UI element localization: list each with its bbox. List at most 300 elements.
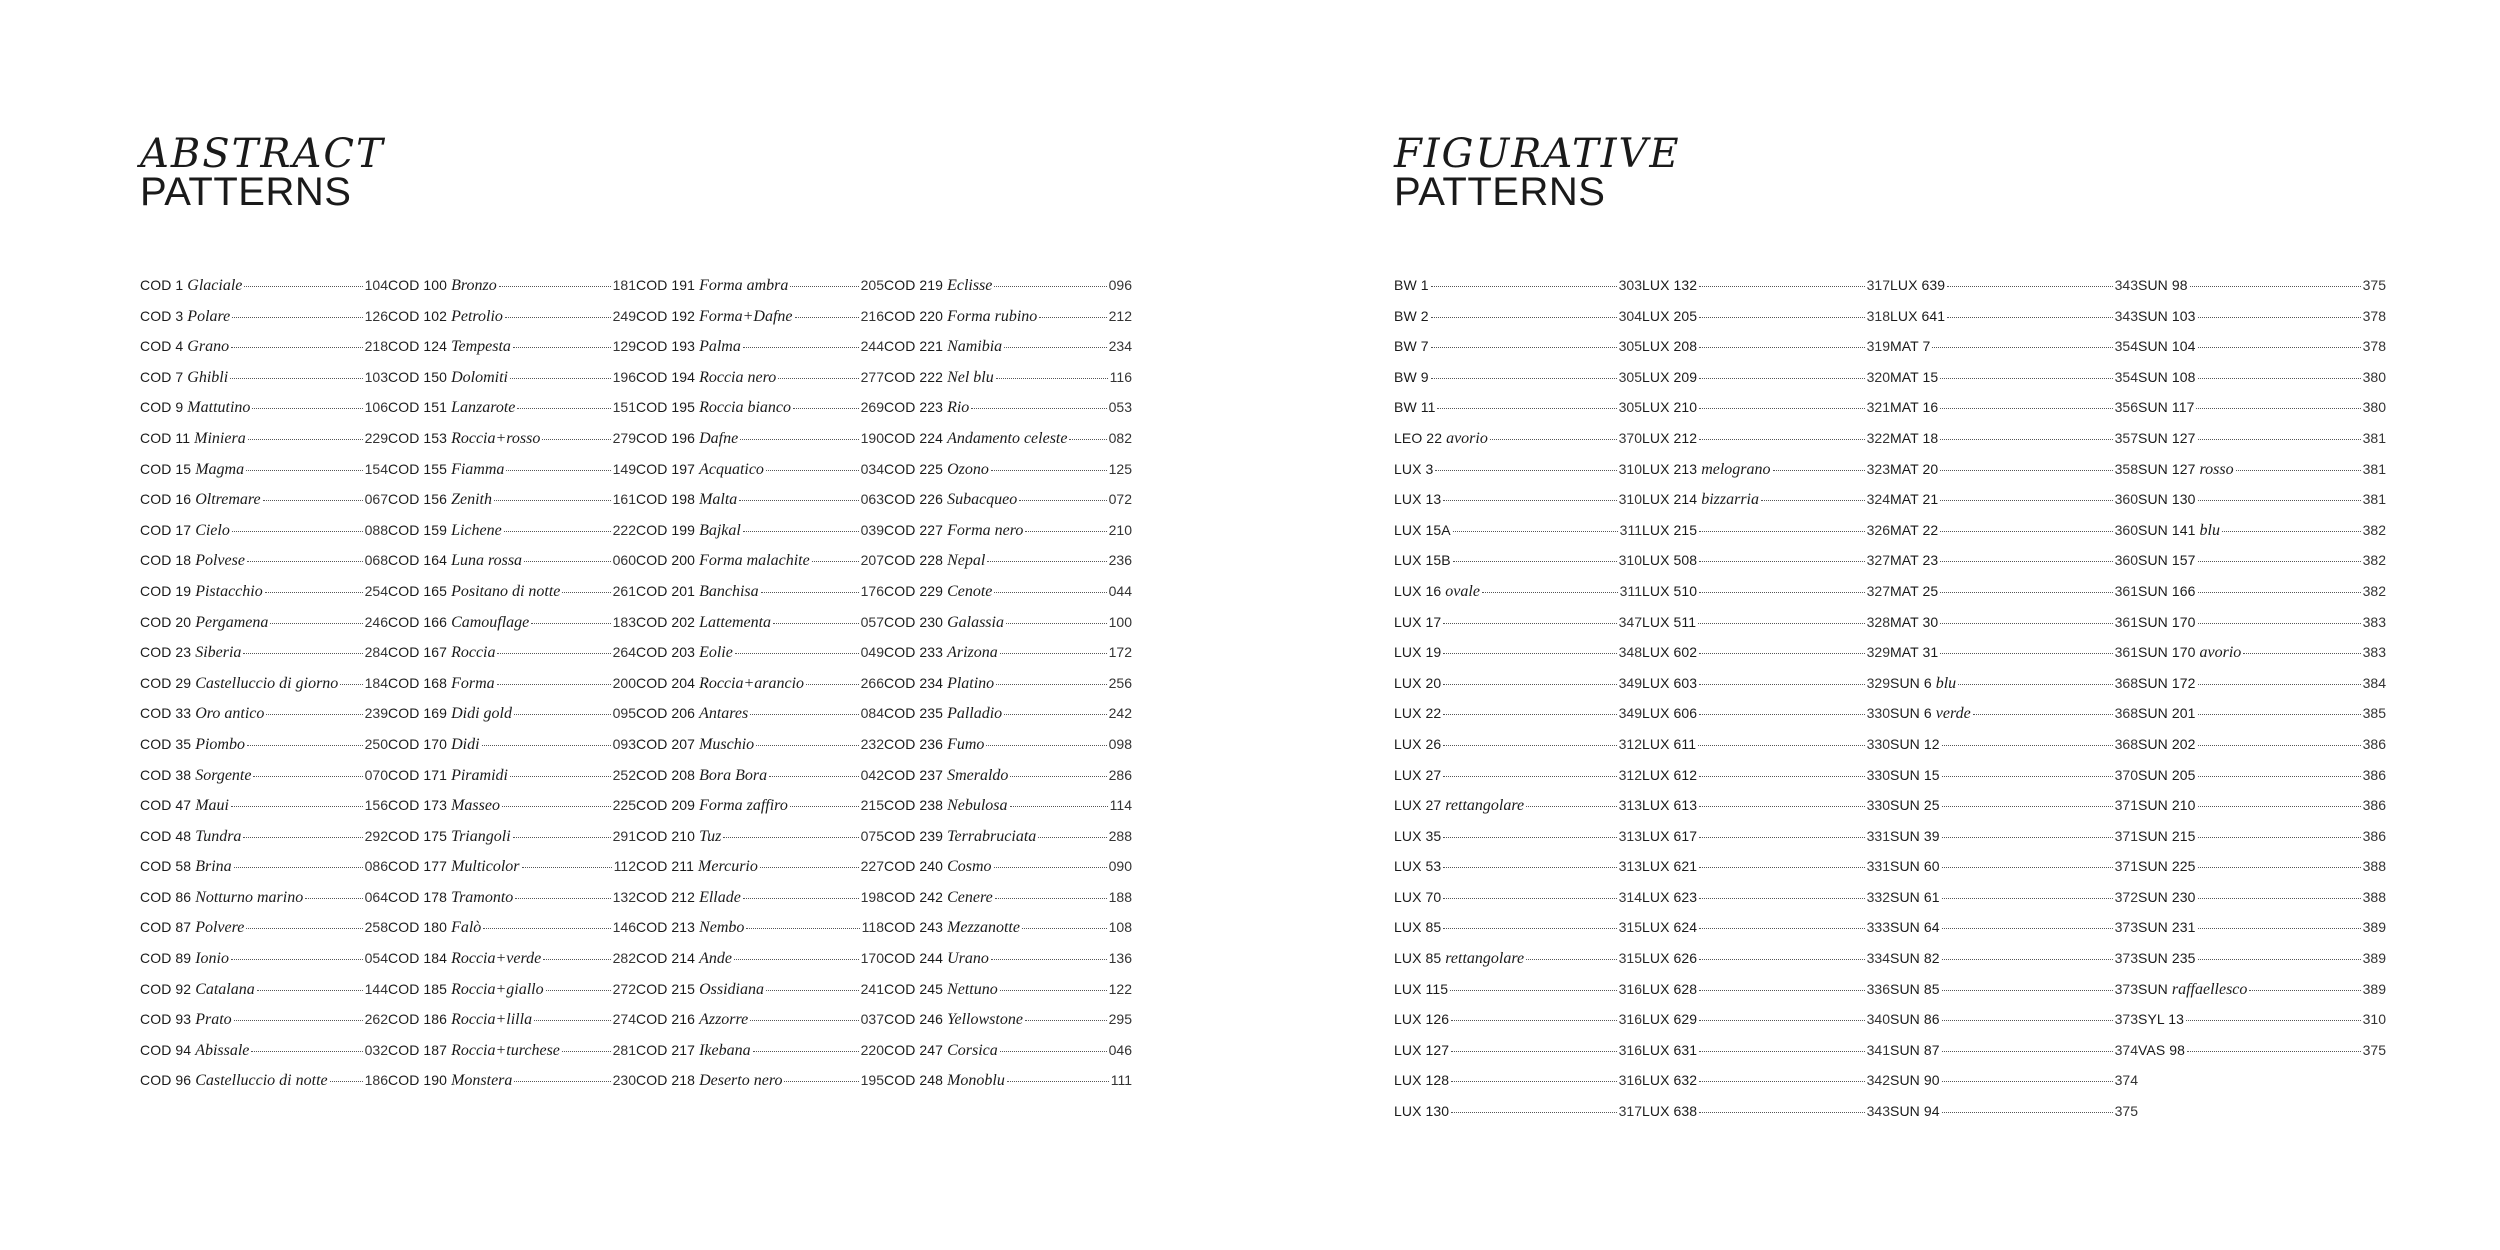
figurative-patterns-section [1394, 131, 2386, 1120]
pattern-code: COD 235 [884, 705, 944, 722]
index-entry [636, 308, 884, 339]
pattern-name: Pergamena [195, 613, 269, 631]
page-number: 305 [1618, 338, 1642, 355]
dot-leader [1942, 1112, 2113, 1113]
dot-leader [1973, 714, 2113, 715]
page-number: 220 [860, 1041, 884, 1058]
dot-leader [1699, 990, 1864, 991]
dot-leader [1443, 928, 1616, 929]
index-entry [140, 522, 388, 553]
page-number: 151 [612, 399, 636, 416]
dot-leader [1942, 806, 2113, 807]
pattern-code: LUX 15A [1394, 521, 1451, 538]
pattern-code: COD 86 [140, 888, 192, 905]
pattern-code: LUX 209 [1642, 368, 1698, 385]
dot-leader [778, 378, 858, 379]
dot-leader [253, 776, 362, 777]
dot-leader [994, 867, 1107, 868]
dot-leader [750, 1020, 858, 1021]
page-number: 386 [2362, 735, 2386, 752]
pattern-name: Polare [187, 307, 231, 325]
page-number: 311 [1619, 521, 1642, 538]
pattern-code: SUN 235 [2138, 950, 2196, 967]
index-entry [1642, 399, 1890, 430]
index-entry [2138, 430, 2386, 461]
index-entry [140, 797, 388, 828]
page-number: 373 [2114, 1011, 2138, 1028]
index-entry [388, 675, 636, 706]
page-number: 295 [1108, 1011, 1132, 1028]
dot-leader [305, 898, 362, 899]
page-number: 327 [1866, 552, 1890, 569]
dot-leader [1431, 347, 1617, 348]
page-number: 360 [2114, 521, 2138, 538]
pattern-code: COD 196 [636, 429, 696, 446]
page-number: 316 [1618, 1011, 1642, 1028]
index-entry [884, 308, 1132, 339]
index-entry [1642, 277, 1890, 308]
dot-leader [522, 867, 612, 868]
pattern-name: Piombo [195, 735, 245, 753]
dot-leader [1443, 500, 1616, 501]
pattern-code: COD 214 [636, 950, 696, 967]
dot-leader [513, 837, 611, 838]
abstract-column [636, 277, 884, 1103]
dot-leader [1000, 990, 1107, 991]
pattern-code: MAT 31 [1890, 644, 1939, 661]
dot-leader [505, 317, 611, 318]
pattern-code: COD 187 [388, 1041, 448, 1058]
pattern-name: Urano [947, 950, 989, 968]
dot-leader [506, 470, 610, 471]
page-number: 274 [612, 1011, 636, 1028]
index-entry [884, 583, 1132, 614]
pattern-code: LUX 617 [1642, 827, 1698, 844]
page-number: 313 [1618, 797, 1642, 814]
index-entry [1394, 277, 1642, 308]
pattern-name: Oro antico [195, 705, 265, 723]
pattern-code: COD 230 [884, 613, 944, 630]
pattern-name: verde [1935, 705, 1971, 723]
page-number: 103 [364, 368, 388, 385]
index-entry [1890, 399, 2138, 430]
pattern-code: LUX 632 [1642, 1072, 1698, 1089]
dot-leader [531, 623, 610, 624]
index-entry [636, 858, 884, 889]
dot-leader [1006, 623, 1107, 624]
page-number: 368 [2114, 674, 2138, 691]
dot-leader [2198, 347, 2361, 348]
pattern-name: Miniera [194, 429, 246, 447]
index-entry [388, 736, 636, 767]
index-entry [1642, 919, 1890, 950]
pattern-code: LUX 623 [1642, 888, 1698, 905]
pattern-name: Mezzanotte [947, 919, 1020, 937]
page-number: 250 [364, 735, 388, 752]
index-entry [2138, 950, 2386, 981]
pattern-code: SUN 127 [2138, 460, 2196, 477]
page-number: 319 [1866, 338, 1890, 355]
pattern-code: COD 236 [884, 735, 944, 752]
dot-leader [232, 531, 363, 532]
pattern-code: SUN 6 [1890, 674, 1932, 691]
page-number: 371 [2114, 827, 2138, 844]
dot-leader [743, 531, 859, 532]
pattern-code: COD 92 [140, 980, 192, 997]
pattern-code: COD 217 [636, 1041, 696, 1058]
index-entry [884, 889, 1132, 920]
page-number: 330 [1866, 735, 1890, 752]
pattern-name: raffaellesco [2171, 980, 2248, 998]
page-number: 349 [1618, 705, 1642, 722]
page-number: 380 [2362, 368, 2386, 385]
pattern-code: LUX 20 [1394, 674, 1442, 691]
dot-leader [248, 439, 363, 440]
page-number: 054 [364, 950, 388, 967]
pattern-name: Fumo [947, 735, 985, 753]
pattern-code: LUX 611 [1642, 735, 1697, 752]
page-number: 371 [2114, 858, 2138, 875]
dot-leader [1526, 806, 1617, 807]
pattern-name: Ghibli [187, 368, 229, 386]
pattern-code: LUX 510 [1642, 582, 1698, 599]
index-entry [636, 705, 884, 736]
page-number: 331 [1866, 858, 1890, 875]
index-entry [1890, 338, 2138, 369]
index-entry [1890, 277, 2138, 308]
dot-leader [1699, 408, 1864, 409]
pattern-name: Maui [195, 797, 229, 815]
pattern-code: SUN 82 [1890, 950, 1940, 967]
pattern-name: Roccia+turchese [451, 1041, 560, 1059]
pattern-code: COD 166 [388, 613, 448, 630]
dot-leader [734, 959, 859, 960]
dot-leader [1431, 286, 1617, 287]
pattern-code: LUX 208 [1642, 338, 1698, 355]
pattern-name: Siberia [195, 644, 242, 662]
index-entry [388, 583, 636, 614]
dot-leader [1699, 347, 1864, 348]
pattern-name: Azzorre [699, 1011, 749, 1029]
page-number: 314 [1618, 888, 1642, 905]
pattern-code: LUX 621 [1642, 858, 1698, 875]
index-entry [884, 491, 1132, 522]
index-entry [140, 1072, 388, 1103]
pattern-code: LUX 13 [1394, 491, 1442, 508]
index-entry [1394, 369, 1642, 400]
page-number: 356 [2114, 399, 2138, 416]
page-number: 154 [364, 460, 388, 477]
index-entry [1642, 583, 1890, 614]
dot-leader [517, 408, 610, 409]
index-entry [636, 767, 884, 798]
index-entry [1642, 338, 1890, 369]
dot-leader [2198, 561, 2361, 562]
pattern-code: COD 221 [884, 338, 944, 355]
dot-leader [2198, 439, 2361, 440]
dot-leader [1482, 592, 1618, 593]
page-number: 312 [1618, 766, 1642, 783]
dot-leader [340, 684, 362, 685]
index-entry [140, 338, 388, 369]
pattern-code: COD 215 [636, 980, 696, 997]
pattern-code: COD 195 [636, 399, 696, 416]
pattern-code: COD 239 [884, 827, 944, 844]
pattern-code: COD 227 [884, 521, 944, 538]
pattern-code: LUX 17 [1394, 613, 1442, 630]
dot-leader [996, 684, 1106, 685]
dot-leader [1038, 837, 1106, 838]
page-number: 241 [860, 980, 884, 997]
index-entry [1890, 1042, 2138, 1073]
dot-leader [1940, 378, 2112, 379]
index-entry [1394, 858, 1642, 889]
index-entry [1642, 614, 1890, 645]
page-number: 215 [860, 797, 884, 814]
index-entry [388, 828, 636, 859]
page-number: 333 [1866, 919, 1890, 936]
index-entry [1642, 981, 1890, 1012]
pattern-code: SUN 98 [2138, 277, 2188, 293]
dot-leader [987, 561, 1106, 562]
pattern-code: COD 242 [884, 888, 944, 905]
page-number: 088 [364, 521, 388, 538]
page-number: 329 [1866, 674, 1890, 691]
index-entry [884, 369, 1132, 400]
pattern-code: LUX 70 [1394, 888, 1442, 905]
page-number: 125 [1108, 460, 1132, 477]
page-number: 330 [1866, 705, 1890, 722]
index-entry [636, 736, 884, 767]
page-number: 332 [1866, 888, 1890, 905]
dot-leader [1699, 867, 1864, 868]
index-entry [1642, 705, 1890, 736]
page-number: 057 [860, 613, 884, 630]
dot-leader [1942, 1081, 2113, 1082]
dot-leader [740, 439, 858, 440]
page-number: 370 [1618, 429, 1642, 446]
dot-leader [1004, 714, 1106, 715]
pattern-name: Tundra [195, 827, 242, 845]
pattern-name: Palladio [947, 705, 1003, 723]
dot-leader [1443, 837, 1616, 838]
index-entry [636, 828, 884, 859]
dot-leader [265, 592, 363, 593]
dot-leader [257, 990, 363, 991]
dot-leader [1942, 898, 2113, 899]
index-entry [140, 644, 388, 675]
dot-leader [746, 928, 859, 929]
page-number: 343 [2114, 277, 2138, 293]
index-entry [1642, 889, 1890, 920]
index-entry [884, 919, 1132, 950]
pattern-code: LUX 130 [1394, 1103, 1450, 1120]
index-entry [1890, 614, 2138, 645]
page-number: 126 [364, 307, 388, 324]
pattern-code: COD 167 [388, 644, 448, 661]
pattern-name: Multicolor [451, 858, 520, 876]
pattern-name: Forma ambra [699, 277, 789, 294]
page-number: 340 [1866, 1011, 1890, 1028]
page-number: 229 [364, 429, 388, 446]
page-number: 330 [1866, 797, 1890, 814]
dot-leader [243, 653, 362, 654]
pattern-name: Monoblu [947, 1072, 1005, 1090]
page-number: 075 [860, 827, 884, 844]
index-entry [388, 614, 636, 645]
page-number: 360 [2114, 552, 2138, 569]
page-number: 310 [1618, 552, 1642, 569]
pattern-code: COD 4 [140, 338, 184, 355]
index-entry [884, 1072, 1132, 1103]
page-number: 331 [1866, 827, 1890, 844]
pattern-code: COD 210 [636, 827, 696, 844]
index-entry [2138, 277, 2386, 308]
pattern-name: Ossidiana [699, 980, 764, 998]
index-entry [140, 705, 388, 736]
pattern-name: avorio [2199, 644, 2242, 662]
pattern-name: rettangolare [1445, 950, 1525, 968]
dot-leader [1443, 623, 1616, 624]
dot-leader [756, 745, 858, 746]
page-number: 053 [1108, 399, 1132, 416]
pattern-name: rettangolare [1445, 797, 1525, 815]
index-entry [1890, 828, 2138, 859]
dot-leader [1010, 806, 1108, 807]
index-entry [1642, 430, 1890, 461]
pattern-code: SUN 225 [2138, 858, 2196, 875]
index-entry [1394, 705, 1642, 736]
dot-leader [502, 806, 611, 807]
page-number: 246 [364, 613, 388, 630]
pattern-code: COD 47 [140, 797, 192, 814]
pattern-code: COD 194 [636, 368, 696, 385]
dot-leader [1451, 1112, 1616, 1113]
page-number: 269 [860, 399, 884, 416]
pattern-code: MAT 22 [1890, 521, 1939, 538]
index-entry [2138, 522, 2386, 553]
dot-leader [1958, 684, 2112, 685]
dot-leader [2198, 500, 2361, 501]
pattern-name: Tramonto [451, 888, 514, 906]
page-number: 039 [860, 521, 884, 538]
page-number: 323 [1866, 460, 1890, 477]
dot-leader [1942, 959, 2113, 960]
page-number: 315 [1618, 919, 1642, 936]
dot-leader [534, 1020, 611, 1021]
page-number: 375 [2362, 277, 2386, 293]
dot-leader [1699, 837, 1864, 838]
index-entry [2138, 644, 2386, 675]
index-entry [2138, 491, 2386, 522]
index-entry [2138, 461, 2386, 492]
page-number: 311 [1619, 582, 1642, 599]
page-number: 234 [1108, 338, 1132, 355]
pattern-code: COD 100 [388, 277, 448, 293]
page-number: 382 [2362, 552, 2386, 569]
dot-leader [1940, 531, 2112, 532]
page-number: 388 [2362, 888, 2386, 905]
page-number: 146 [612, 919, 636, 936]
dot-leader [497, 653, 610, 654]
page-number: 227 [860, 858, 884, 875]
pattern-name: Antares [699, 705, 749, 723]
page-number: 196 [612, 368, 636, 385]
pattern-code: SUN 141 [2138, 521, 2196, 538]
index-entry [1642, 675, 1890, 706]
pattern-code: COD 228 [884, 552, 944, 569]
index-entry [1642, 736, 1890, 767]
figurative-index-columns [1394, 277, 2386, 1134]
dot-leader [1443, 867, 1616, 868]
page-number: 044 [1108, 582, 1132, 599]
page-number: 222 [612, 521, 636, 538]
page-number: 170 [860, 950, 884, 967]
pattern-name: Glaciale [187, 277, 243, 294]
abstract-column [388, 277, 636, 1103]
pattern-name: Eclisse [947, 277, 993, 294]
index-entry [1394, 644, 1642, 675]
page-number: 386 [2362, 766, 2386, 783]
dot-leader [231, 806, 363, 807]
index-entry [884, 675, 1132, 706]
page-number: 096 [1108, 277, 1132, 293]
page-number: 132 [612, 888, 636, 905]
pattern-code: COD 155 [388, 460, 448, 477]
pattern-code: SUN 61 [1890, 888, 1940, 905]
page-number: 186 [364, 1072, 388, 1089]
index-entry [884, 981, 1132, 1012]
dot-leader [994, 592, 1106, 593]
pattern-code: SUN 86 [1890, 1011, 1940, 1028]
page-number: 368 [2114, 705, 2138, 722]
dot-leader [1004, 347, 1106, 348]
index-entry [1394, 552, 1642, 583]
pattern-code: LUX 128 [1394, 1072, 1450, 1089]
page-number: 288 [1108, 827, 1132, 844]
pattern-code: COD 192 [636, 307, 696, 324]
page-number: 310 [1618, 491, 1642, 508]
pattern-code: COD 244 [884, 950, 944, 967]
pattern-code: SUN 90 [1890, 1072, 1940, 1089]
index-entry [1890, 491, 2138, 522]
dot-leader [1443, 776, 1616, 777]
index-entry [636, 950, 884, 981]
abstract-patterns-section [140, 131, 1132, 1090]
dot-leader [1940, 439, 2112, 440]
index-entry [1394, 767, 1642, 798]
dot-leader [231, 347, 363, 348]
pattern-code: LUX 624 [1642, 919, 1698, 936]
dot-leader [510, 378, 611, 379]
page-number: 286 [1108, 766, 1132, 783]
page-number: 277 [860, 368, 884, 385]
index-entry [1394, 1042, 1642, 1073]
pattern-code: LUX 511 [1642, 613, 1697, 630]
pattern-name: Galassia [947, 613, 1004, 631]
pattern-code: SUN 39 [1890, 827, 1940, 844]
pattern-code: COD 153 [388, 429, 448, 446]
dot-leader [761, 592, 859, 593]
pattern-code: COD 209 [636, 797, 696, 814]
index-entry [1642, 369, 1890, 400]
dot-leader [743, 898, 859, 899]
dot-leader [243, 837, 362, 838]
page-number: 386 [2362, 827, 2386, 844]
pattern-code: LUX 85 [1394, 950, 1442, 967]
page-number: 149 [612, 460, 636, 477]
pattern-name: Polvese [195, 552, 245, 570]
